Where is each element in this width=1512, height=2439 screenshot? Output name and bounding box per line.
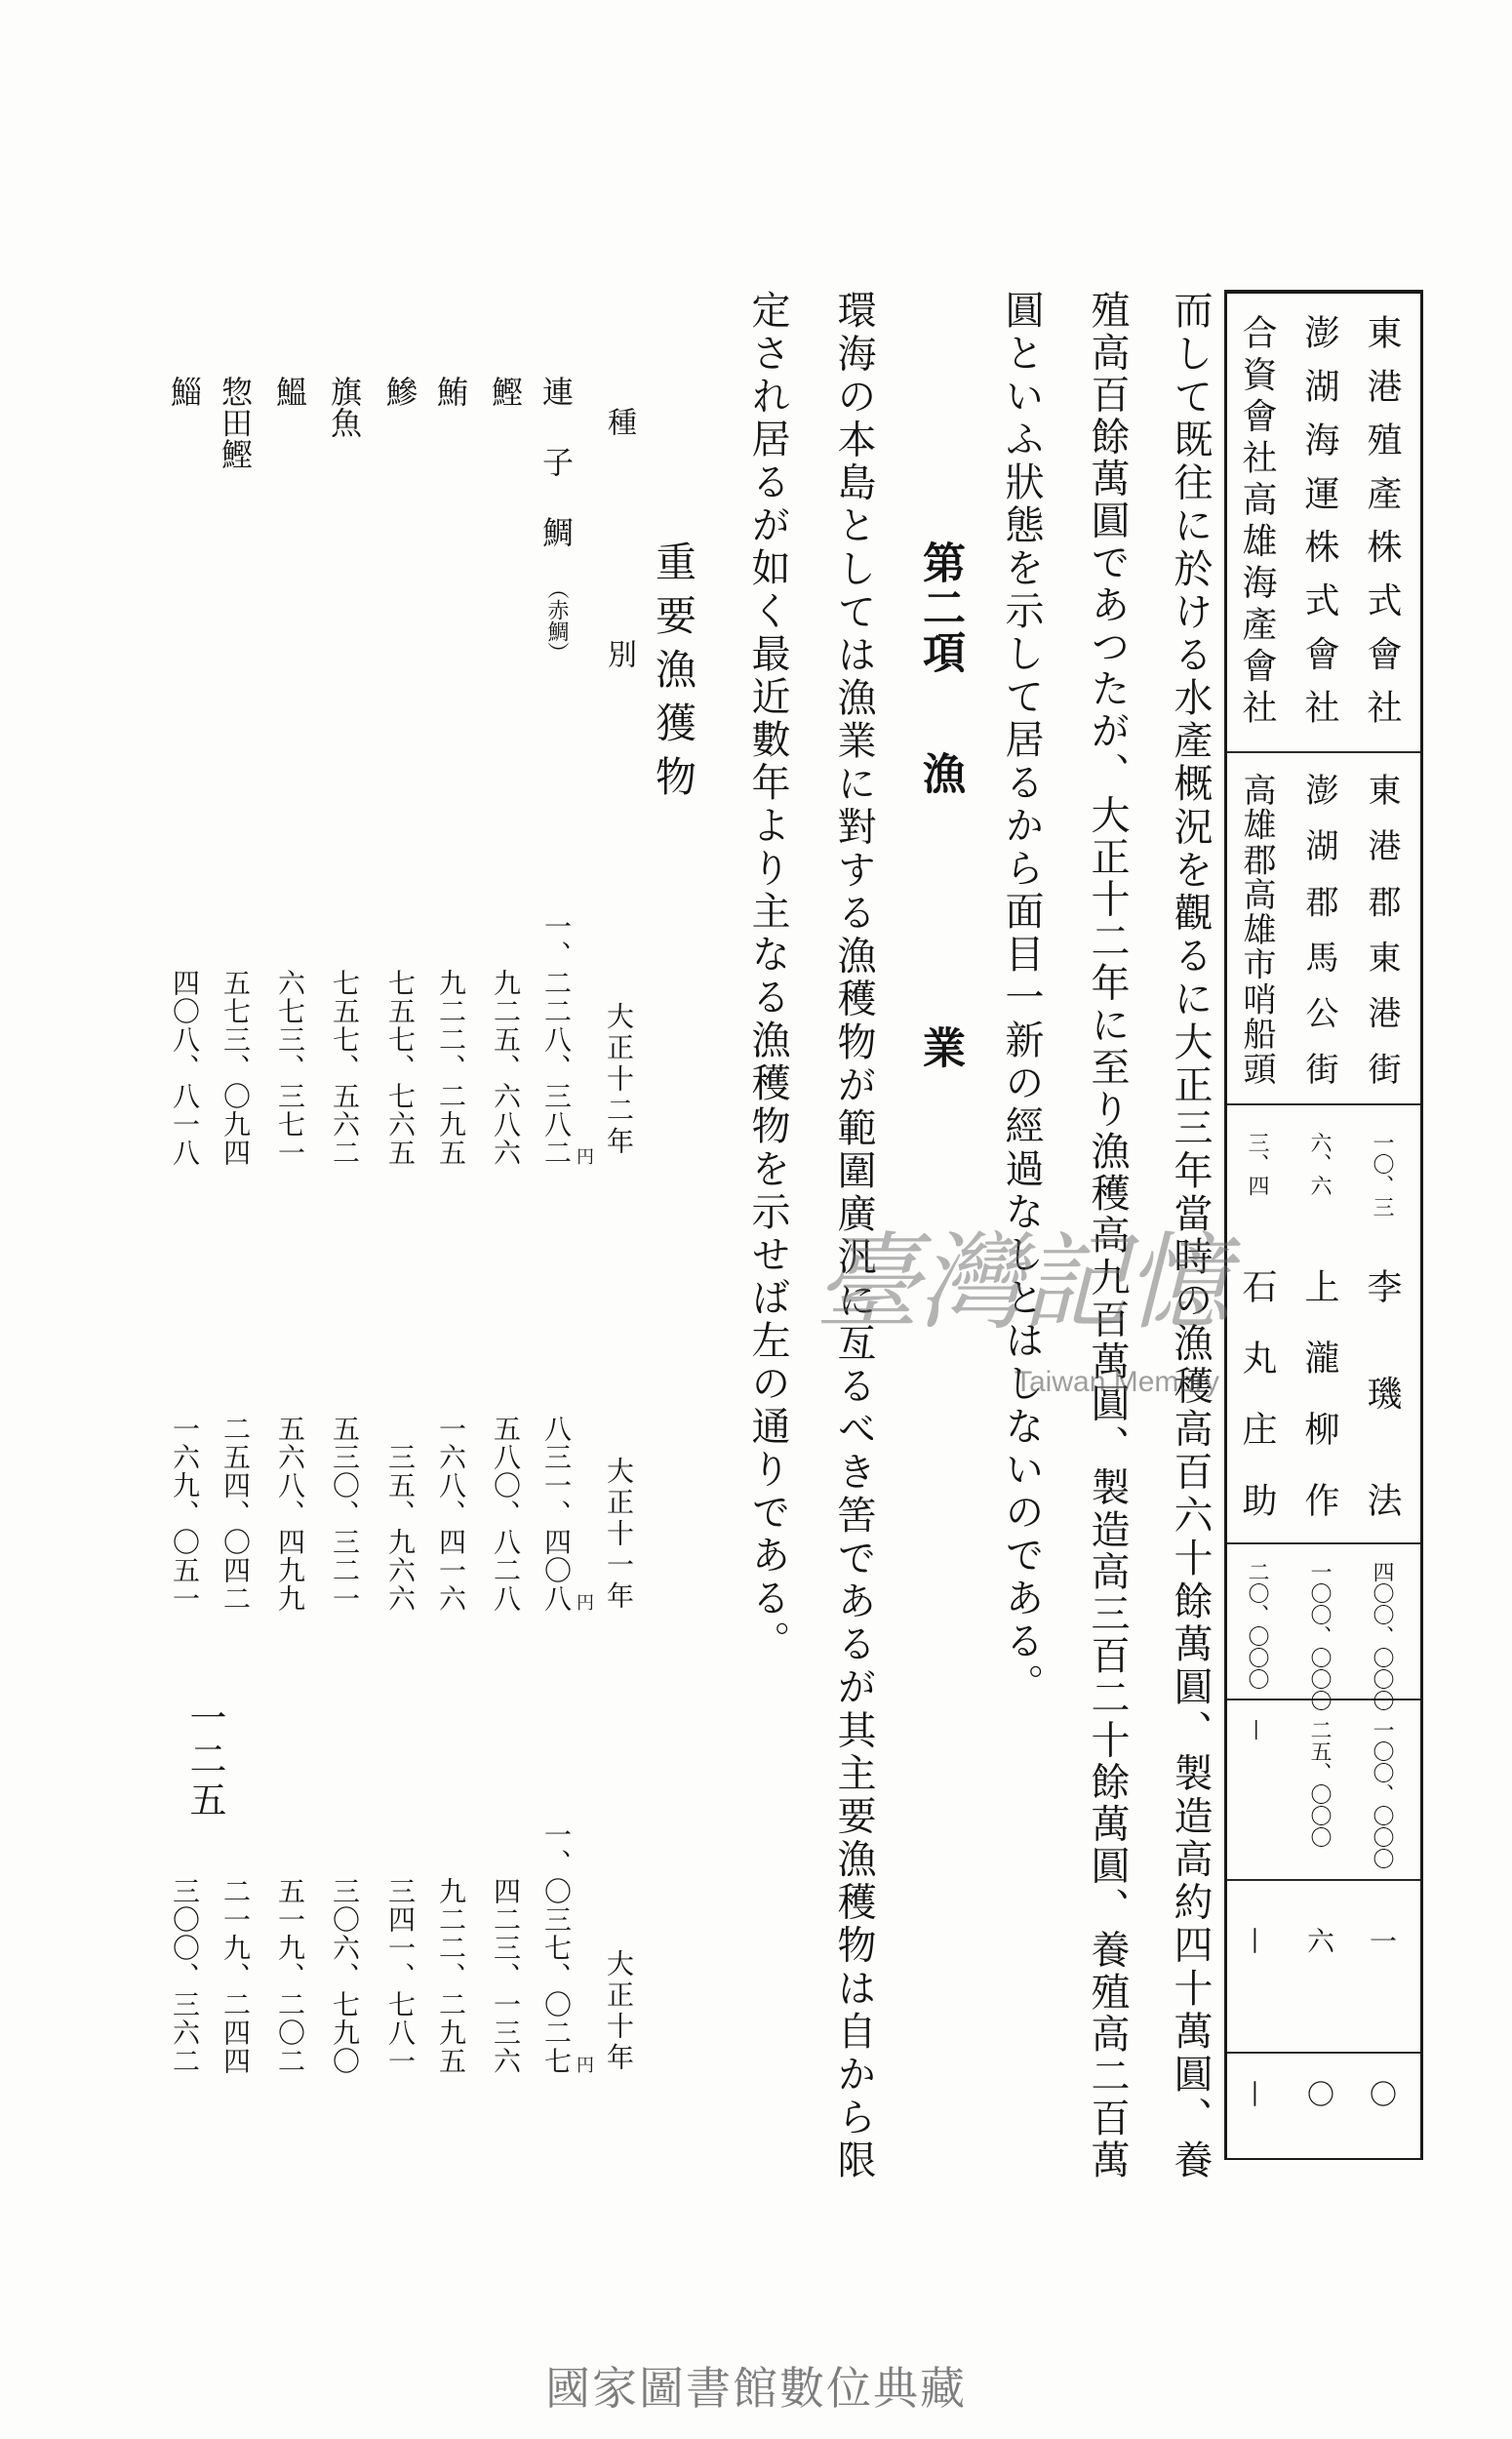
year-header: 大正十一年 — [603, 1457, 635, 1613]
unit-label: 円 — [574, 1147, 594, 1165]
paragraph-line: 殖高百餘萬圓であつたが、大正十二年に至り漁穫高九百萬圓、製造高三百二十餘萬圓、養殖高二百萬 — [1085, 290, 1130, 2179]
fish-label: 鯔 — [166, 376, 203, 407]
company-name: 澎湖海運株式會社 — [1299, 314, 1339, 724]
catch-value: 一、〇三七、〇二七 — [540, 1820, 573, 2075]
catch-value: 一、二二八、三八二 — [540, 912, 573, 1167]
company-address: 高雄郡高雄市哨船頭 — [1237, 773, 1276, 1085]
fish-label: 鰮 — [271, 376, 308, 407]
catch-value: 五一九、二〇二 — [274, 1877, 306, 2075]
company-col-a: 六 — [1303, 1927, 1335, 1954]
page-number: 一二五 — [183, 1699, 226, 1821]
company-paid-in: — — [1245, 1719, 1269, 1740]
archive-footer: 國家圖書館數位典藏 — [545, 2362, 967, 2415]
company-table-divider — [1227, 1103, 1420, 1105]
company-paid-in: 一〇〇、〇〇〇 — [1370, 1719, 1394, 1869]
section-number: 第二項 — [915, 540, 965, 675]
catch-value: 五六八、四九九 — [274, 1415, 306, 1613]
company-date: 一〇、三 — [1370, 1132, 1394, 1218]
paragraph-line: 定され居るが如く最近數年より主なる漁穫物を示せば左の通りである。 — [745, 290, 790, 1663]
company-representative: 李璣法 — [1362, 1268, 1402, 1517]
catch-value: 八三一、四〇八 — [540, 1415, 573, 1613]
fish-label: 鮪 — [432, 376, 469, 407]
company-table-divider — [1227, 1542, 1420, 1544]
catch-value: 三四一、七八一 — [384, 1877, 417, 2075]
paragraph-line: 圓といふ狀態を示して居るから面目一新の經過なしとはしないのである。 — [999, 290, 1044, 1706]
company-capital: 一〇〇、〇〇〇 — [1307, 1561, 1332, 1711]
paragraph-line: 環海の本島としては漁業に對する漁穫物が範圍廣汎に亙るべき筈であるが其主要漁穫物は自から限 — [831, 290, 876, 2179]
company-col-b: — — [1241, 2080, 1273, 2107]
catch-value: 五八〇、八二八 — [490, 1415, 522, 1613]
catch-value: 九二五、六八六 — [490, 969, 522, 1167]
paragraph-line: 而して既往に於ける水產概況を觀るに大正三年當時の漁穫高百六十餘萬圓、製造高約四十萬圓、養 — [1168, 290, 1213, 2179]
catch-value: 五三〇、三二一 — [329, 1415, 361, 1613]
company-name: 合資會社高雄海產會社 — [1237, 314, 1277, 724]
company-col-b: 〇 — [1303, 2080, 1335, 2107]
catch-value: 九二二、二九五 — [435, 1877, 467, 2075]
company-table-divider — [1227, 751, 1420, 753]
company-capital: 四〇〇、〇〇〇 — [1370, 1561, 1394, 1711]
table-title: 重要漁獲物 — [650, 540, 697, 809]
watermark-title: 臺灣記憶 — [815, 1222, 1229, 1344]
company-address: 東港郡東港街 — [1362, 773, 1401, 1085]
catch-value: 六七三、三七一 — [274, 969, 306, 1167]
fish-label: 旗魚 — [326, 376, 363, 438]
catch-value: 九二二、二九五 — [435, 969, 467, 1167]
unit-label: 円 — [574, 2056, 594, 2073]
catch-value: 二五四、〇四二 — [219, 1415, 252, 1613]
company-capital: 二〇、〇〇〇 — [1245, 1561, 1269, 1690]
section-title: 漁業 — [915, 751, 965, 1299]
unit-label: 円 — [574, 1593, 594, 1611]
year-header: 大正十二年 — [603, 1002, 635, 1158]
company-paid-in: 二五、〇〇〇 — [1307, 1719, 1332, 1848]
catch-value: 七五七、五六二 — [329, 969, 361, 1167]
company-date: 三、四 — [1245, 1132, 1269, 1196]
fish-label: 惣田鰹 — [217, 376, 254, 469]
catch-value: 五七三、〇九四 — [219, 969, 252, 1167]
fish-label: 鰺 — [381, 376, 418, 407]
catch-value: 一六八、四一六 — [435, 1415, 467, 1613]
company-representative: 上瀧柳作 — [1299, 1268, 1339, 1517]
year-header: 大正十年 — [603, 1949, 635, 2074]
catch-value: 七五七、七六五 — [384, 969, 417, 1167]
watermark-subtitle: Taiwan Memory — [1015, 1366, 1220, 1398]
company-col-a: 一 — [1366, 1927, 1398, 1954]
company-table-divider — [1227, 2052, 1420, 2054]
fish-label: 鰹 — [487, 376, 524, 407]
company-col-b: 〇 — [1366, 2080, 1398, 2107]
catch-value: 三〇六、七九〇 — [329, 1877, 361, 2075]
fish-label: 連子鯛 — [537, 376, 575, 586]
category-header: 種別 — [602, 407, 636, 871]
company-table-divider — [1227, 1879, 1420, 1881]
catch-value: 四二三、一三六 — [490, 1877, 522, 2075]
company-col-a: — — [1241, 1927, 1273, 1954]
catch-value: 三〇〇、三六二 — [169, 1877, 201, 2075]
company-address: 澎湖郡馬公街 — [1299, 773, 1338, 1085]
company-name: 東港殖產株式會社 — [1362, 314, 1402, 724]
catch-value: 三五、九六六 — [384, 1443, 417, 1613]
company-date: 六、六 — [1307, 1132, 1332, 1196]
company-representative: 石丸庄助 — [1237, 1268, 1277, 1517]
fish-label-note: （赤鯛） — [544, 578, 569, 663]
catch-value: 二一九、二四四 — [219, 1877, 252, 2075]
catch-value: 四〇八、八一八 — [169, 969, 201, 1167]
catch-value: 一六九、〇五一 — [169, 1415, 201, 1613]
